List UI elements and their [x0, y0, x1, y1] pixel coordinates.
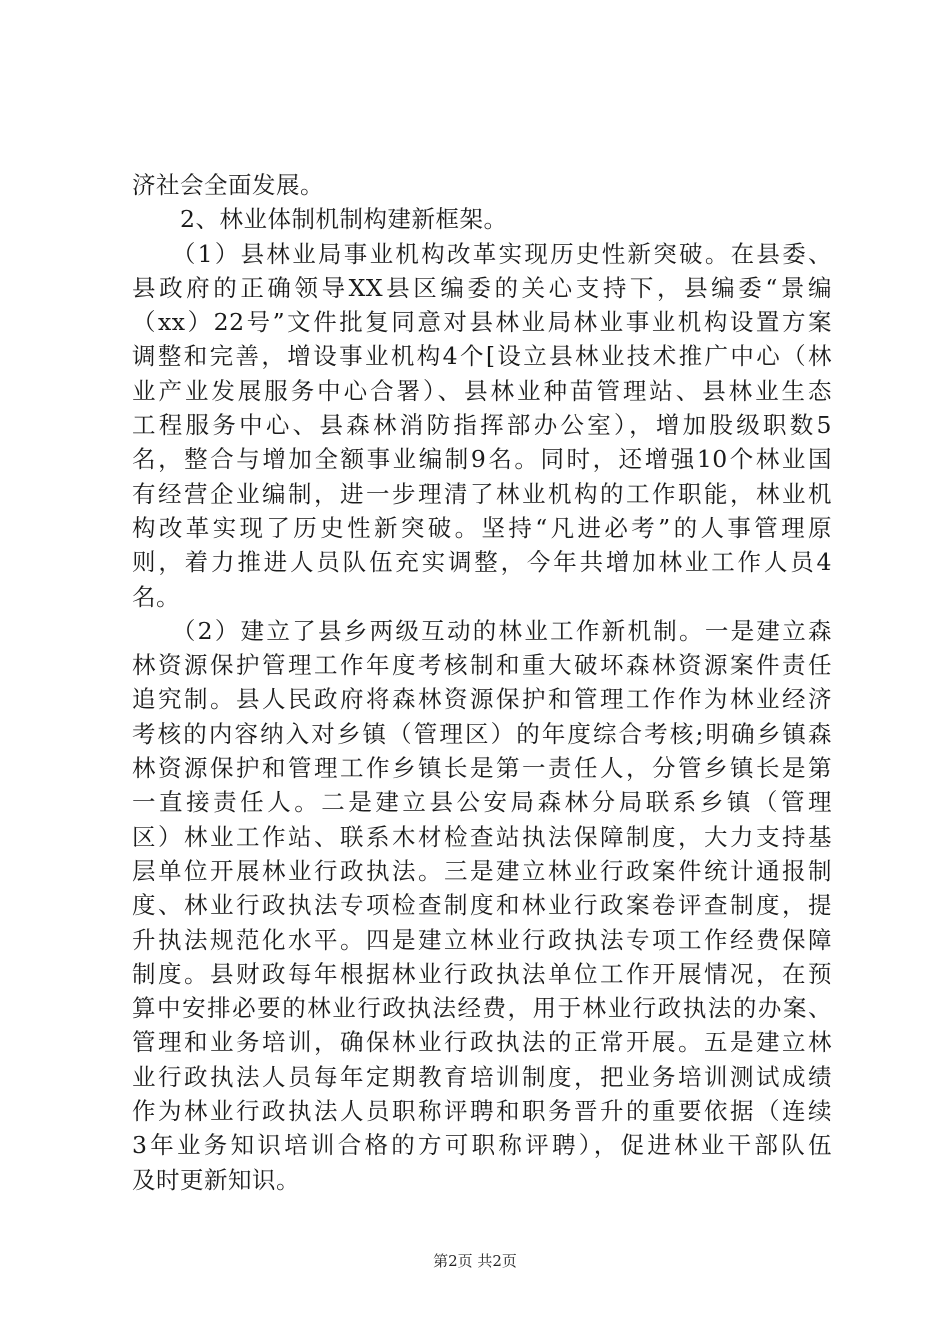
- text-line: 则，着力推进人员队伍充实调整，今年共增加林业工作人员4: [132, 548, 832, 577]
- text-line: 算中安排必要的林业行政执法经费，用于林业行政执法的办案、: [132, 994, 832, 1023]
- text-line: 3年业务知识培训合格的方可职称评聘），促进林业干部队伍: [132, 1131, 832, 1160]
- text-line: 调整和完善，增设事业机构4个[设立县林业技术推广中心（林: [132, 342, 832, 371]
- text-line: 工程服务中心、县森林消防指挥部办公室），增加股级职数5: [132, 411, 832, 440]
- document-body: [132, 168, 832, 1197]
- text-line: 及时更新知识。: [132, 1165, 300, 1194]
- text-line: 一直接责任人。二是建立县公安局森林分局联系乡镇（管理: [132, 788, 832, 817]
- text-line: 有经营企业编制，进一步理清了林业机构的工作职能，林业机: [132, 479, 832, 508]
- text-line: 考核的内容纳入对乡镇（管理区）的年度综合考核;明确乡镇森: [132, 719, 832, 748]
- text-line: （1）县林业局事业机构改革实现历史性新突破。在县委、: [132, 239, 832, 268]
- section-heading: 2、林业体制机制构建新框架。: [132, 205, 508, 234]
- page-number-footer: 第2页 共2页: [433, 1252, 517, 1270]
- text-line: 管理和业务培训，确保林业行政执法的正常开展。五是建立林: [132, 1028, 832, 1057]
- text-line: 济社会全面发展。: [132, 171, 324, 199]
- text-line: 制度。县财政每年根据林业行政执法单位工作开展情况，在预: [132, 959, 832, 988]
- text-line: 名，整合与增加全额事业编制9名。同时，还增强10个林业国: [132, 445, 832, 474]
- text-line: 区）林业工作站、联系木材检查站执法保障制度，大力支持基: [132, 822, 832, 851]
- text-line: 名。: [132, 582, 180, 611]
- text-line: 林资源保护和管理工作乡镇长是第一责任人，分管乡镇长是第: [132, 754, 832, 783]
- text-line: 县政府的正确领导XX县区编委的关心支持下，县编委“景编: [132, 273, 832, 302]
- text-line: 作为林业行政执法人员职称评聘和职务晋升的重要依据（连续: [132, 1097, 832, 1126]
- text-line: 构改革实现了历史性新突破。坚持“凡进必考”的人事管理原: [132, 513, 832, 542]
- text-line: 业行政执法人员每年定期教育培训制度，把业务培训测试成绩: [132, 1062, 832, 1091]
- text-line: （xx）22号”文件批复同意对县林业局林业事业机构设置方案: [132, 308, 832, 337]
- text-line: 度、林业行政执法专项检查制度和林业行政案卷评查制度，提: [132, 891, 832, 920]
- text-line: 追究制。县人民政府将森林资源保护和管理工作作为林业经济: [132, 685, 832, 714]
- text-line: 业产业发展服务中心合署）、县林业种苗管理站、县林业生态: [132, 376, 832, 405]
- text-line: 层单位开展林业行政执法。三是建立林业行政案件统计通报制: [132, 856, 832, 885]
- text-line: 林资源保护管理工作年度考核制和重大破坏森林资源案件责任: [132, 651, 832, 680]
- text-line: 升执法规范化水平。四是建立林业行政执法专项工作经费保障: [132, 925, 832, 954]
- text-line: （2）建立了县乡两级互动的林业工作新机制。一是建立森: [132, 616, 832, 645]
